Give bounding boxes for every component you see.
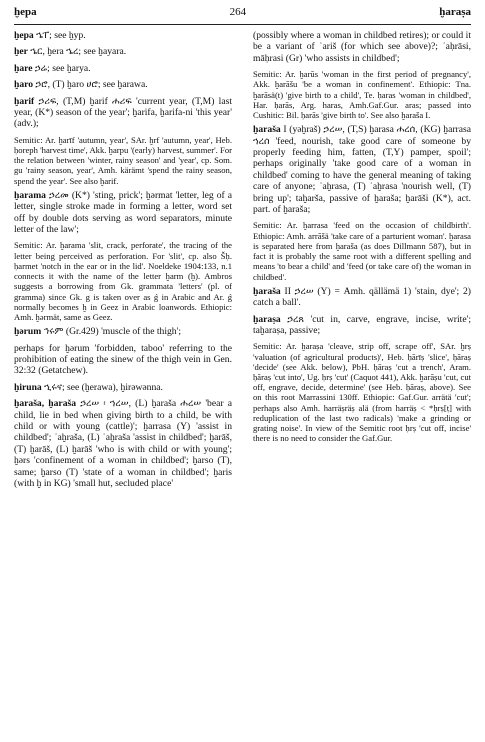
dictionary-entry (14, 96, 232, 130)
dictionary-entry (253, 30, 471, 64)
page-number: 264 (229, 6, 247, 18)
dictionary-entry (253, 124, 471, 215)
dictionary-entry (14, 46, 232, 57)
entry-text: ኃሪፍ, (T,M) ḫarif ሐሪፍ 'current year, (T,M) last year, (K*) season of the year'; ḫarifa, ḫarifa-ni 'this year' (adv.); (14, 95, 232, 130)
header-left-word: ḫepa (14, 6, 37, 18)
dictionary-entry (14, 79, 232, 90)
entry-text: ኃሮ, (T) ḫaro ሀሮ; see ḫarawa. (33, 79, 148, 91)
dictionary-entry (253, 286, 471, 309)
entry-text: ኃረሠ ፡ ኀረሠ, (L) ḫaraša ሐረሠ 'bear a child, lie in bed when giving birth to a child, be with child or with young (cattle)'; ḫarrasa (Y) 'assist in childbed'; ʾaḫraša, (L) ʾaḫraša 'assist in childbed'; ḫarāš, (T) ḫarāš, (L) ḫarāš 'who is with child or with young'; ḫərs 'confinement of a woman in childbed'; ḫarso (T), same; ḫarso (T) 'state of a woman in childbed'; ḫaris (with ḫ in KG) 'small hut, secluded place' (14, 398, 233, 489)
entry-text: ኂሩና; see (ḫerawa), ḫirəwənna. (41, 381, 163, 393)
dictionary-entry (14, 343, 232, 377)
header-rule (14, 24, 471, 25)
dictionary-entry (14, 382, 232, 393)
entry-text: II ኃረሠ (Y) = Amh. qällämä 1) 'stain, dye'; 2) catch a ball'. (253, 285, 471, 309)
entry-headword: ḫiruna (14, 381, 42, 393)
entry-text: (possibly where a woman in childbed retires); or could it be a variant of ʿariš (for which see above)?; ʾaḥrāsi, māḥrasi (Gr) 'who assists in childbed'; (253, 30, 471, 64)
entry-text: perhaps for ḫərum 'forbidden, taboo' referring to the prohibition of eating the sinew of the thigh vein in Gen. 32:32 (Getatchew). (14, 342, 232, 377)
entry-text: Semitic: Ar. ḫarīf 'autumn, year', SAr. ḫrf 'autumn, year', Heb. ḥoreph 'harvest time', Akk. ḫarpu '(early) harvest, summer'. For the relation between 'winter, rainy season' and 'year', cp. Som. gu 'rainy season, year', Amh. kärämt 'spend the rainy season, spend the year'. See also ḫarif. (14, 134, 232, 186)
entry-text: ኃሬ; see ḫarya. (32, 62, 91, 74)
dictionary-entry (14, 63, 232, 74)
entry-text: ኄር, ḫera ኄረ; see ḫayara. (27, 46, 127, 58)
entry-headword: ḫaraša (253, 124, 281, 136)
entry-text: Semitic: Ar. ḫaraṣa 'cleave, strip off, scrape off', SAr. ḫrṣ 'valuation (of agricultural products)', Heb. ḥārīṣ 'slice', ḥāraṣ 'decide' (see Akk. below), PbH. ḥāraṣ 'cut a trench', Aram. ḥăraṣ 'cut into', Ug. ḥrṣ 'cut' (Caquot 441), Akk. ḫarāṣu 'cut, cut off, engrave, decide, determine' (see Heb. ḥāraṣ, above). See on this root Marrassini 130ff. Ethiopic: Gaf.Gur. arrätä 'cut'; perhaps also Amh. harräṣräṣ alä (from harräṣ < *ḥrṣ[ṭ] with reduplication of the last two radicals) 'make a grinding or grating noise'. In view of the Semitic root ḥrṣ 'cut off, incise' there is no need to consider the Gaf.Gur. (253, 341, 471, 444)
entry-headword: ḫepa (14, 30, 34, 41)
etymology-note (253, 69, 471, 120)
entry-text: Semitic: Ar. ḫarūs 'woman in the first period of pregnancy', Akk. ḫarāšu 'be a woman in confinement'. Ethiopic: Tna. ḫarāsä(t) 'give birth to a child', Te. ḥaras 'woman in childbed', Har. ḥarās, Arg. haras, Amh.Gaf.Gur. aras; passed into Cushitic: Bil. ḥarās 'give birth to'. See also ḫaraša I. (253, 69, 471, 121)
entry-headword: ḫaraša (253, 285, 281, 297)
entry-headword: ḫaraṣa (253, 313, 281, 325)
etymology-note (14, 135, 232, 186)
entry-text: ኅሩም (Gr.429) 'muscle of the thigh'; (41, 326, 181, 338)
entry-headword: ḫarama (14, 189, 46, 201)
entry-text: ኄፐ; see ḫyp. (33, 30, 86, 41)
etymology-note (253, 341, 471, 443)
dictionary-entry (253, 314, 471, 337)
dictionary-entry (14, 190, 232, 236)
entry-text: I (yəḫraš) ኃረሠ, (T,S) ḫarasa ሐረሰ, (KG) ḫarrasa ኀረሰ 'feed, nourish, take good care of someone by properly feeding him, fatten, (T,Y) pamper, spoil'; perhaps originally 'take good care of a woman in childbed' coming to have the general meaning of taking care of anyone; ʾaḫrasa, (T) ʾaḫrasa 'nourish well, (T) bring up'; taḫarša, passive of ḫaraša; ḫarāši (K*), act. part. of ḫaraša; (253, 124, 471, 216)
entry-headword: ḫaro (14, 79, 34, 91)
entry-headword: ḫaraša, ḫaraša (14, 398, 77, 410)
right-column (253, 30, 471, 447)
dictionary-entry (14, 30, 232, 41)
etymology-note (253, 220, 471, 281)
entry-headword: ḫərum (14, 326, 42, 338)
dictionary-entry (14, 398, 232, 489)
etymology-note (14, 240, 232, 322)
dictionary-entry (14, 326, 232, 337)
entry-text: ኃረመ (K*) 'sting, prick'; ḫərmat 'letter, leg of a letter, single stroke made in forming a letter, word set off by double dots serving as word separators, minute letter of the law'; (14, 189, 232, 236)
left-column (14, 30, 232, 494)
entry-text: ኃረጸ 'cut in, carve, engrave, incise, write'; taḫaraṣa, passive; (253, 313, 471, 336)
page-header (14, 6, 471, 22)
entry-headword: ḫer (14, 46, 28, 58)
entry-headword: ḫare (14, 62, 33, 74)
header-right-word: ḫaraṣa (439, 6, 471, 18)
entry-text: Semitic: Ar. ḫarama 'slit, crack, perforate', the tracing of the letter being perceived as perforation. For 'slit', cp. also Šḥ. ḥarmet 'notch in the ear or in the lid'. Noeldeke 1904:133, n.1 connects it with the name of the letter ḫarm (ḫ). Ambros suggests a borrowing from Gk. grammata 'letters' (pl. of gramma) since Gk. g is taken over as ǵ in Arabic and Ar. ǵ normally becomes ḫ in Geez in Arabic loanwords. Ethiopic: Amh. ḫərmät, same as Geez. (14, 240, 232, 322)
entry-headword: ḫarif (14, 95, 35, 107)
entry-text: Semitic: Ar. ḫarrasa 'feed on the occasion of childbirth'. Ethiopic: Amh. arrāšä 'take care of a parturient woman'. ḫarasa is separated here from ḫaraša (as does Dillmann 587), but in fact it is probably the same root with a different spelling and means 'to bear a child' and 'feed (or take care of) the woman in childbed'. (253, 220, 471, 282)
